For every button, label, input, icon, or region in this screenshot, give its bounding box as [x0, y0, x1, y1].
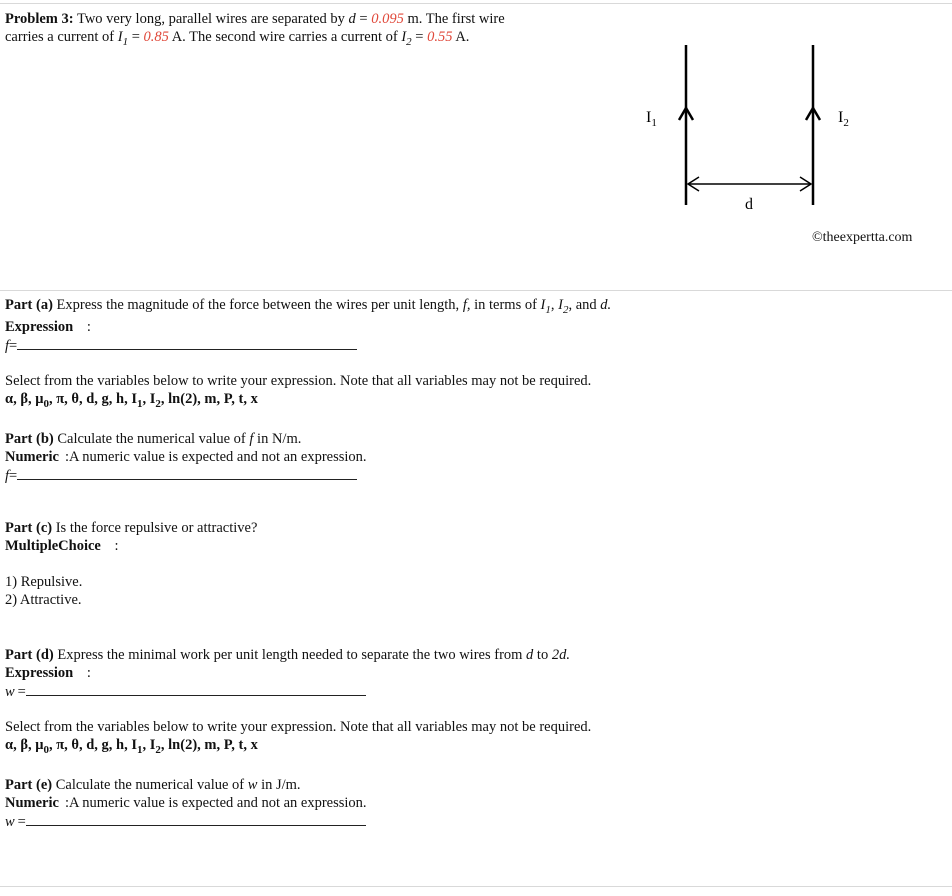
part-c-text: Is the force repulsive or attractive?: [55, 520, 258, 536]
part-e-answer-blank[interactable]: [26, 812, 366, 826]
part-d-text: Express the minimal work per unit length needed to separate the two wires from: [57, 647, 523, 663]
part-e-note: :A numeric value is expected and not an expression.: [64, 795, 367, 811]
label-I2: $I_2$: [838, 109, 849, 129]
part-b-text2: in N/m.: [257, 431, 302, 447]
part-d-answer-label: w: [5, 684, 15, 700]
part-b-text: Calculate the numerical value of: [57, 431, 246, 447]
part-e-type: [5, 794, 367, 812]
d-symbol: d: [348, 11, 356, 27]
equals-sign: =: [131, 29, 140, 45]
part-b-answer[interactable]: [5, 466, 357, 485]
part-d-d: d: [526, 647, 534, 663]
part-e-prompt: [5, 776, 301, 794]
part-a-comma: ,: [550, 297, 555, 313]
bottom-rule: [0, 886, 952, 887]
part-a-type: [5, 318, 91, 336]
part-d-colon: :: [86, 665, 91, 681]
part-c-type-label: MultipleChoice: [5, 538, 101, 554]
part-a-answer-blank[interactable]: [17, 336, 357, 350]
wire-diagram: [0, 0, 952, 260]
part-a-type-label: Expression: [5, 319, 74, 335]
I2-symbol: $I_2$: [401, 29, 412, 48]
part-a-answer[interactable]: [5, 336, 357, 355]
part-e-answer-label: w: [5, 814, 15, 830]
part-d-answer-blank[interactable]: [26, 682, 366, 696]
part-b-type: [5, 448, 367, 466]
part-d-to: to: [536, 647, 549, 663]
I1-unit: A. The second wire carries a current of: [171, 29, 398, 45]
part-b-type-label: Numeric: [5, 449, 59, 465]
part-b-f: f: [249, 431, 254, 447]
problem-line2-text: carries a current of: [5, 29, 115, 45]
label-I1: $I_1$: [646, 109, 657, 129]
label-d: d: [745, 196, 753, 213]
d-value: 0.095: [371, 11, 404, 27]
part-c-prompt: [5, 519, 257, 537]
part-b-answer-label: f: [5, 468, 10, 484]
I1-symbol: $I_1$: [117, 29, 129, 48]
part-a-answer-label: f: [5, 338, 10, 354]
part-d-prompt: [5, 646, 570, 664]
part-c-type: [5, 537, 119, 555]
part-c-colon: :: [114, 538, 119, 554]
part-c-option-1[interactable]: 1) Repulsive.: [5, 574, 83, 590]
part-a-label: Part (a): [5, 297, 53, 313]
problem-number: Problem 3:: [5, 11, 74, 27]
part-e-w: w: [247, 777, 258, 793]
part-a-text2: in terms of: [474, 297, 537, 313]
equals-sign: =: [359, 11, 368, 27]
part-d-type-label: Expression: [5, 665, 74, 681]
part-e-answer-eq: =: [17, 814, 26, 830]
part-e-text: Calculate the numerical value of: [55, 777, 245, 793]
section-rule: [0, 290, 952, 291]
part-d-label: Part (d): [5, 647, 54, 663]
part-e-text2: in J/m.: [261, 777, 301, 793]
part-a-answer-eq: =: [9, 338, 18, 354]
part-d-2d: 2d.: [551, 647, 570, 663]
I2-unit: A.: [455, 29, 470, 45]
part-c-option-2[interactable]: 2) Attractive.: [5, 592, 82, 608]
equals-sign: =: [415, 29, 424, 45]
part-b-note: :A numeric value is expected and not an expression.: [64, 449, 367, 465]
part-b-answer-eq: =: [9, 468, 18, 484]
I1-value: 0.85: [143, 29, 169, 45]
part-d-answer[interactable]: [5, 682, 366, 701]
part-b-prompt: [5, 430, 301, 448]
part-a-prompt: [5, 296, 611, 319]
part-d-type: [5, 664, 91, 682]
part-d-select-note: Select from the variables below to write your expression. Note that all variables may not be required.: [5, 719, 592, 735]
part-e-type-label: Numeric: [5, 795, 59, 811]
copyright-notice: ©theexpertta.com: [812, 230, 913, 245]
part-a-d: d.: [600, 297, 612, 313]
part-a-I2: $I_2$: [558, 297, 569, 316]
part-e-label: Part (e): [5, 777, 53, 793]
part-b-label: Part (b): [5, 431, 54, 447]
part-a-and: , and: [568, 297, 597, 313]
part-d-variables: α, β, $\mu_0$, π, θ, d, g, h, $I_1$, $I_2$, ln(2), m, P, t, x: [5, 737, 258, 756]
part-b-answer-blank[interactable]: [17, 466, 357, 480]
part-a-I1: $I_1$: [540, 297, 551, 316]
part-a-select-note: Select from the variables below to write your expression. Note that all variables may not be required.: [5, 373, 592, 389]
part-e-answer[interactable]: [5, 812, 366, 831]
part-a-variables: α, β, $\mu_0$, π, θ, d, g, h, $I_1$, $I_2$, ln(2), m, P, t, x: [5, 391, 258, 410]
part-a-colon: :: [86, 319, 91, 335]
I2-value: 0.55: [427, 29, 453, 45]
part-d-answer-eq: =: [17, 684, 26, 700]
problem-intro: Two very long, parallel wires are separated by: [76, 11, 345, 27]
part-c-label: Part (c): [5, 520, 53, 536]
d-unit: m. The first wire: [407, 11, 505, 27]
part-a-text: Express the magnitude of the force between the wires per unit length,: [56, 297, 460, 313]
part-a-f: f,: [462, 297, 471, 313]
